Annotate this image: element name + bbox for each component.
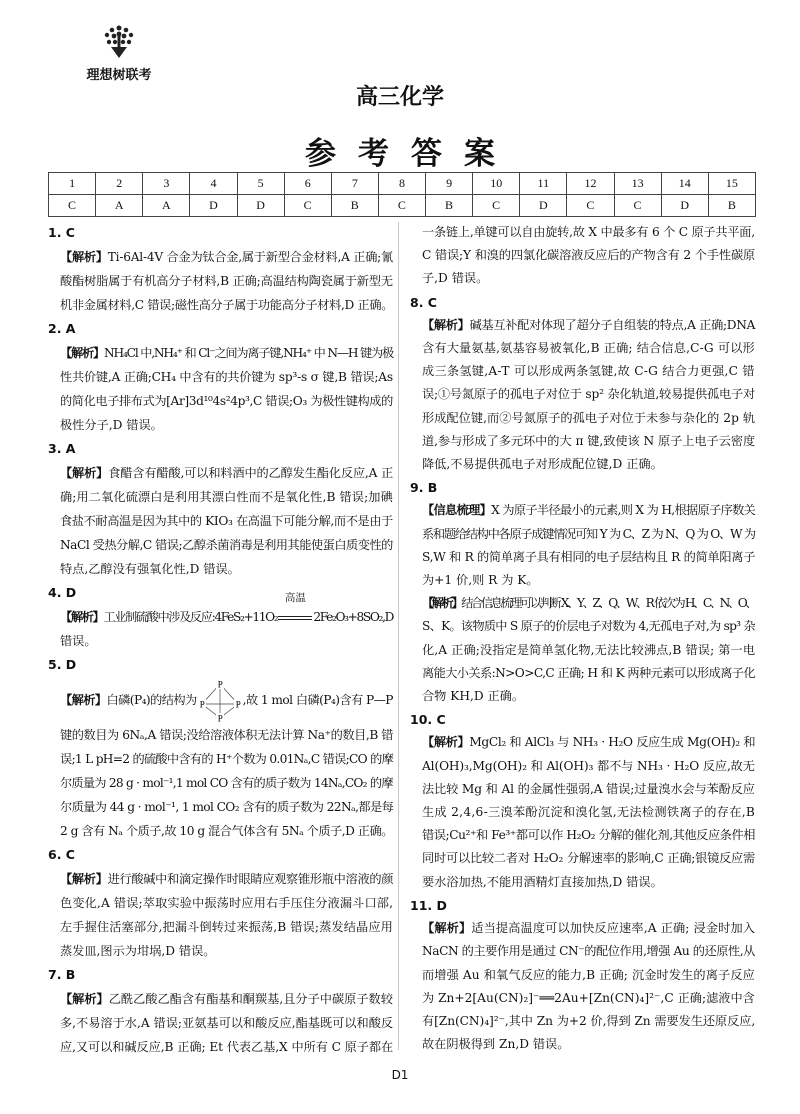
answer-explanation (48, 963, 393, 1059)
line-text: 降低,不易提供孤电子对形成配位键,D 正确。 (422, 457, 663, 472)
explanation-line-content (60, 485, 393, 509)
explanation-line (48, 987, 393, 1011)
explanation-line (410, 685, 755, 708)
line-text: 色变化,A 错误;萃取实验中振荡时应用右手压住分液漏斗口部, (60, 896, 394, 910)
question-number-cell: 12 (567, 173, 614, 195)
line-text: S、K。该物质中 S 原子的价层电子对数为 4,无孤电子对,为 sp³ 杂 (422, 619, 755, 634)
explanation-line (410, 847, 755, 870)
explanation-line-content (60, 413, 163, 437)
question-number-cell: 14 (661, 173, 708, 195)
line-text: 乙酰乙酸乙酯含有酯基和酮羰基,且分子中碳原子数较 (108, 992, 393, 1006)
question-number-row (49, 173, 756, 195)
explanation-line (410, 1033, 755, 1056)
explanation-line-content (422, 662, 755, 685)
explanation-line-content (422, 778, 755, 801)
explanation-line-content (422, 546, 755, 569)
explanation-line (410, 964, 755, 987)
analysis-tag: 【解析】 (60, 346, 105, 360)
line-text: 合物 KH,D 正确。 (422, 689, 525, 704)
line-text: 性共价键,A 正确;CH₄ 中含有的共价键为 sp³-s σ 键,B 错误;As (60, 370, 393, 384)
explanation-line-content (422, 523, 755, 546)
explanation-line (48, 485, 393, 509)
answer-cell: C (49, 195, 96, 217)
explanation-line (48, 677, 393, 723)
line-text: Al(OH)₃,Mg(OH)₂ 和 Al(OH)₃ 都不与 NH₃ · H₂O 反应,故无 (422, 758, 755, 773)
answer-cell: D (190, 195, 237, 217)
answer-explanation (410, 221, 755, 291)
explanation-line (48, 867, 393, 891)
explanation-line-content (60, 867, 393, 891)
explanation-line (410, 731, 755, 754)
explanation-line-content (422, 430, 755, 453)
line-text: 左手握住活塞部分,把漏斗倒转过来振荡,B 错误;蒸发结晶应用 (60, 920, 393, 934)
question-answer-heading: 11. D (410, 897, 447, 913)
explanation-line-content (422, 685, 524, 708)
explanation-line (48, 389, 393, 413)
explanation-line (410, 871, 755, 894)
answer-explanation (48, 317, 393, 437)
analysis-tag: 【解析】 (60, 693, 107, 707)
right-column (410, 221, 755, 1056)
left-column (48, 221, 393, 1059)
answer-explanation (410, 291, 755, 477)
explanation-line (410, 546, 755, 569)
line-text: 酸酯树脂属于有机高分子材料,B 正确;高温结构陶瓷属于新型无 (60, 274, 393, 288)
line-text: 极性分子,D 错误。 (60, 418, 163, 432)
explanation-line (410, 755, 755, 778)
answer-cell: C (473, 195, 520, 217)
explanation-line-content (422, 1033, 569, 1056)
explanation-line-content (422, 917, 755, 940)
line-text: 错误;Cu²⁺和 Fe³⁺都可以作 H₂O₂ 分解的催化剂,其他反应条件相 (422, 828, 756, 843)
explanation-line-content (60, 1011, 393, 1035)
question-answer-heading: 9. B (410, 480, 438, 496)
line-text: 而增强 Au 和氧气反应的能力,B 正确; 沉金时发生的离子反应 (422, 967, 755, 982)
line-text: 应,又可以和碱反应,B 正确; Et 代表乙基,X 中所有 C 原子都在 (60, 1040, 394, 1054)
answer-explanation (410, 894, 755, 1056)
explanation-line-content (422, 592, 755, 615)
explanation-line (410, 987, 755, 1010)
explanation-line (48, 293, 393, 317)
explanation-line (410, 940, 755, 963)
explanation-line (48, 629, 393, 653)
explanation-line (410, 430, 755, 453)
explanation-line-content (422, 360, 755, 383)
line-text: MgCl₂ 和 AlCl₃ 与 NH₃ · H₂O 反应生成 Mg(OH)₂ 和 (469, 735, 756, 750)
explanation-line (410, 407, 755, 430)
line-text: 2Fe₂O₃+8SO₂,D (313, 610, 394, 624)
answer-cell: C (284, 195, 331, 217)
explanation-line-content (422, 244, 755, 267)
explanation-line (48, 365, 393, 389)
line-text: 错误。 (60, 634, 97, 648)
explanation-line (410, 662, 755, 685)
analysis-tag: 【解析】 (422, 596, 462, 611)
line-text: 要水浴加热,不能用酒精灯直接加热,D 错误。 (422, 874, 663, 889)
explanation-line (410, 615, 755, 638)
line-text: 化,A 正确;没指定是简单氢化物,无法比较沸点,B 错误; 第一电 (422, 642, 756, 657)
line-text: NaCN 的主要作用是通过 CN⁻的配位作用,增强 Au 的还原性,从 (422, 944, 755, 959)
answer-cell: C (378, 195, 425, 217)
question-answer-heading: 6. C (48, 847, 75, 862)
line-text: 子,D 错误。 (422, 271, 489, 286)
tree-logo-icon (102, 22, 136, 62)
explanation-line-content (422, 847, 755, 870)
line-text: 的简化电子排布式为[Ar]3d¹⁰4s²4p³,C 错误;O₃ 为极性键构成的 (60, 394, 393, 408)
explanation-line-content (422, 407, 755, 430)
answer-explanation (410, 476, 755, 708)
answer-table (48, 172, 756, 217)
explanation-line (48, 915, 393, 939)
analysis-tag: 【解析】 (60, 250, 108, 264)
line-text: 含有大量氨基,氨基容易被氧化,B 正确; 结合信息,C-G 可以形 (422, 341, 755, 356)
explanation-line-content (60, 723, 393, 747)
line-text: 食盐不耐高温是因为其中的 KIO₃ 在高温下可能分解,而不是由于 (60, 514, 393, 528)
explanation-line (48, 413, 393, 437)
line-text: 同时可以比较二者对 H₂O₂ 分解速率的影响,C 正确;银镜反应需 (422, 851, 756, 866)
explanation-line (410, 360, 755, 383)
line-text: 误;1 L pH=2 的硫酸中含有的 H⁺个数为 0.01Nₐ,C 错误;CO 的摩 (60, 752, 394, 766)
explanation-line (48, 341, 393, 365)
explanation-line-content (422, 337, 755, 360)
question-number-cell: 4 (190, 173, 237, 195)
question-number-cell: 9 (426, 173, 473, 195)
explanation-line-content (422, 499, 755, 522)
line-text: 2 g 含有 Nₐ 个质子,故 10 g 混合气体含有 5Nₐ 个质子,D 正确。 (60, 824, 393, 838)
line-text: 进行酸碱中和滴定操作时眼睛应观察锥形瓶中溶液的颜 (107, 872, 394, 886)
analysis-tag: 【解析】 (60, 466, 109, 480)
question-number-cell: 7 (331, 173, 378, 195)
explanation-line (410, 267, 755, 290)
explanation-line (48, 795, 393, 819)
explanation-line (410, 592, 755, 615)
question-number-cell: 3 (143, 173, 190, 195)
logo (74, 22, 164, 83)
explanation-line-content (60, 389, 393, 413)
line-text: 工业制硫酸中涉及反应:4FeS₂+11O₂ (103, 610, 278, 624)
answer-explanation (48, 437, 393, 581)
question-number-cell: 5 (237, 173, 284, 195)
line-text: 为 Zn+2[Au(CN)₂]⁻══2Au+[Zn(CN)₄]²⁻,C 正确;滤液中含 (422, 990, 755, 1005)
line-text: 生成 2,4,6-三溴苯酚沉淀和溴化氢,无法检测铁离子的存在,B (422, 805, 756, 820)
explanation-line-content (60, 677, 393, 723)
answer-cell: B (708, 195, 755, 217)
line-text: Ti-6Al-4V 合金为钛合金,属于新型合金材料,A 正确;氰 (107, 250, 393, 264)
answer-cell: D (520, 195, 567, 217)
question-number-cell: 13 (614, 173, 661, 195)
atom-label: P (217, 679, 222, 689)
line-text: 尔质量为 44 g · mol⁻¹, 1 mol CO₂ 含有的质子数为 22Nₐ,都是每 (60, 800, 394, 814)
explanation-line-content (60, 819, 393, 843)
explanation-line-content (422, 615, 755, 638)
line-text: 多,不易溶于水,A 错误;亚氨基可以和酸反应,酯基既可以和酸反 (60, 1016, 394, 1030)
explanation-line-content (422, 639, 755, 662)
explanation-line (410, 778, 755, 801)
explanation-line (48, 819, 393, 843)
atom-label: P (217, 713, 222, 723)
answer-cell: D (661, 195, 708, 217)
line-text: 一条链上,单键可以自由旋转,故 X 中最多有 6 个 C 原子共平面, (422, 225, 755, 239)
explanation-line-content (60, 509, 393, 533)
white-phosphorus-structure (197, 679, 243, 723)
explanation-line-content (60, 939, 215, 963)
explanation-line (410, 801, 755, 824)
explanation-line-content (60, 293, 393, 317)
logo-text: 理想树联考 (86, 68, 152, 83)
analysis-tag: 【信息梳理】 (422, 503, 492, 518)
explanation-line-content (422, 453, 663, 476)
equals-arrow (278, 616, 312, 620)
explanation-line (410, 523, 755, 546)
explanation-line (410, 453, 755, 476)
analysis-tag: 【解析】 (422, 317, 470, 332)
line-text: 结合信息梳理可以判断 X、Y、Z、Q、W、R 依次为 H、C、N、O、 (461, 596, 756, 611)
explanation-line (48, 461, 393, 485)
question-answer-heading: 3. A (48, 441, 76, 456)
line-text: 故在阴极得到 Zn,D 错误。 (422, 1037, 570, 1052)
question-number-cell: 6 (284, 173, 331, 195)
explanation-line-content (422, 1010, 755, 1033)
question-number-cell: 11 (520, 173, 567, 195)
explanation-line-content (60, 461, 393, 485)
question-answer-heading: 8. C (410, 294, 437, 310)
explanation-line (48, 1035, 393, 1059)
explanation-line (48, 245, 393, 269)
question-answer-heading: 2. A (48, 321, 76, 336)
analysis-tag: 【解析】 (60, 610, 104, 624)
explanation-line-content (60, 365, 393, 389)
column-divider (398, 222, 399, 1050)
explanation-line (410, 221, 755, 244)
explanation-line-content (60, 771, 393, 795)
line-text: 食醋含有醋酸,可以和料酒中的乙醇发生酯化反应,A 正 (108, 466, 394, 480)
reaction-condition (278, 592, 312, 629)
line-text: 成三条氢键,A-T 可以形成两条氢键,故 C-G 结合力更强,C 错 (422, 364, 755, 379)
answer-cell: B (331, 195, 378, 217)
line-text: X 为原子半径最小的元素,则 X 为 H,根据原子序数关 (491, 503, 756, 518)
explanation-line-content (60, 592, 394, 629)
line-text: 离能大小关系:N>O>C,C 正确; H 和 K 两种元素可以形成离子化 (422, 665, 755, 680)
line-text: 道,参与形成了多元环中的大 π 键,致使该 N 原子上电子云密度 (422, 433, 756, 448)
explanation-line-content (60, 747, 393, 771)
explanation-line-content (422, 755, 755, 778)
line-text: ,故 1 mol 白磷(P₄)含有 P—P (242, 693, 393, 707)
line-text: NaCl 受热分解,C 错误;乙醇杀菌消毒是利用其能使蛋白质变性的 (60, 538, 393, 552)
analysis-tag: 【解析】 (60, 872, 108, 886)
explanation-line (410, 337, 755, 360)
explanation-line-content (422, 314, 755, 337)
line-text: NH₄Cl 中,NH₄⁺ 和 Cl⁻之间为离子键,NH₄⁺ 中 N—H 键为极 (104, 346, 394, 360)
analysis-tag: 【解析】 (422, 735, 470, 750)
question-number-cell: 8 (378, 173, 425, 195)
explanation-line-content (422, 221, 755, 244)
explanation-line (410, 383, 755, 406)
explanation-line-content (60, 533, 393, 557)
page-number: D1 (391, 1068, 409, 1082)
explanation-line (48, 509, 393, 533)
question-answer-heading: 4. D (48, 585, 77, 600)
explanation-line-content (60, 629, 97, 653)
analysis-tag: 【解析】 (422, 921, 472, 936)
line-text: C 错误;Y 和溴的四氯化碳溶液反应后的产物含有 2 个手性碳原 (422, 248, 756, 263)
condition-label: 高温 (284, 592, 306, 604)
explanation-line (48, 557, 393, 581)
explanation-line (48, 771, 393, 795)
explanation-line-content (60, 987, 393, 1011)
explanation-line-content (422, 987, 755, 1010)
line-text: 机非金属材料,C 错误;磁性高分子属于功能高分子材料,D 正确。 (60, 298, 394, 312)
answer-cell: B (426, 195, 473, 217)
answer-cell: C (614, 195, 661, 217)
line-text: 误;①号氮原子的孤电子对位于 sp² 杂化轨道,较易提供孤电子对 (422, 387, 755, 402)
explanation-line (48, 269, 393, 293)
explanation-line-content (422, 569, 539, 592)
question-number-cell: 10 (473, 173, 520, 195)
line-text: 特点,乙醇没有强氧化性,D 错误。 (60, 562, 240, 576)
question-answer-heading: 7. B (48, 967, 76, 982)
explanation-line (410, 1010, 755, 1033)
explanation-line (410, 824, 755, 847)
explanation-line-content (60, 245, 393, 269)
page-title: 高三化学 (355, 85, 444, 110)
line-text: 尔质量为 28 g · mol⁻¹,1 mol CO 含有的质子数为 14Nₐ,CO₂ 的摩 (60, 776, 393, 790)
explanation-line (410, 244, 755, 267)
line-text: S,W 和 R 的简单离子具有相同的电子层结构且 R 的简单阳离子 (422, 549, 756, 564)
explanation-line-content (60, 557, 240, 581)
answer-cell: D (237, 195, 284, 217)
line-text: 形成配位键,而②号氮原子的孤电子对位于未参与杂化的 2p 轨 (422, 410, 756, 425)
answer-explanation (410, 708, 755, 894)
line-text: 为+1 价,则 R 为 K。 (422, 573, 539, 588)
line-text: 蒸发皿,图示为坩埚,D 错误。 (60, 944, 216, 958)
explanation-line (48, 533, 393, 557)
line-text: 系和题给结构中各原子成键情况可知 Y 为 C、Z 为 N、Q 为 O、W 为 (422, 526, 755, 541)
explanation-line (48, 891, 393, 915)
explanation-line-content (422, 940, 755, 963)
explanation-line-content (422, 383, 755, 406)
question-answer-heading: 5. D (48, 657, 77, 672)
atom-label: P (199, 699, 204, 709)
atom-label: P (235, 699, 240, 709)
explanation-line (410, 917, 755, 940)
explanation-line (48, 939, 393, 963)
answer-explanation (48, 221, 393, 317)
explanation-line (48, 723, 393, 747)
page-subtitle: 参考答案 (305, 136, 517, 172)
answer-cell: A (143, 195, 190, 217)
explanation-line (410, 314, 755, 337)
explanation-line (48, 1011, 393, 1035)
explanation-line-content (60, 915, 393, 939)
line-text: 碱基互补配对体现了超分子自组装的特点,A 正确;DNA (469, 317, 756, 332)
explanation-line-content (60, 341, 393, 365)
answer-cell: A (96, 195, 143, 217)
line-text: 键的数目为 6Nₐ,A 错误;没给溶液体积无法计算 Na⁺的数目,B 错 (60, 728, 394, 742)
question-number-cell: 15 (708, 173, 755, 195)
answer-row (49, 195, 756, 217)
explanation-line-content (60, 891, 393, 915)
explanation-line-content (422, 964, 755, 987)
explanation-line-content (60, 269, 393, 293)
explanation-line (410, 639, 755, 662)
analysis-tag: 【解析】 (60, 992, 109, 1006)
question-number-cell: 2 (96, 173, 143, 195)
explanation-line-content (422, 824, 755, 847)
explanation-line (410, 499, 755, 522)
answer-explanation (48, 581, 393, 653)
question-number-cell: 1 (49, 173, 96, 195)
explanation-line-content (422, 801, 755, 824)
line-text: 法比较 Mg 和 Al 的金属性强弱,A 错误;过量溴水会与苯酚反应 (422, 781, 755, 796)
question-answer-heading: 1. C (48, 225, 75, 240)
answer-explanation (48, 843, 393, 963)
question-answer-heading: 10. C (410, 712, 446, 728)
line-text: 有[Zn(CN)₄]²⁻,其中 Zn 为+2 价,得到 Zn 需要发生还原反应, (422, 1013, 756, 1028)
line-text: 适当提高温度可以加快反应速率,A 正确; 浸金时加入 (471, 921, 756, 936)
explanation-line (48, 747, 393, 771)
line-text: 确;用二氧化硫漂白是利用其漂白性而不是氧化性,B 错误;加碘 (60, 490, 393, 504)
explanation-line-content (422, 731, 755, 754)
explanation-line (410, 569, 755, 592)
explanation-line-content (422, 871, 663, 894)
answer-explanation (48, 653, 393, 843)
line-text: 白磷(P₄)的结构为 (106, 693, 197, 707)
explanation-line-content (422, 267, 488, 290)
answer-cell: C (567, 195, 614, 217)
explanation-line-content (60, 795, 393, 819)
explanation-line-content (60, 1035, 393, 1059)
